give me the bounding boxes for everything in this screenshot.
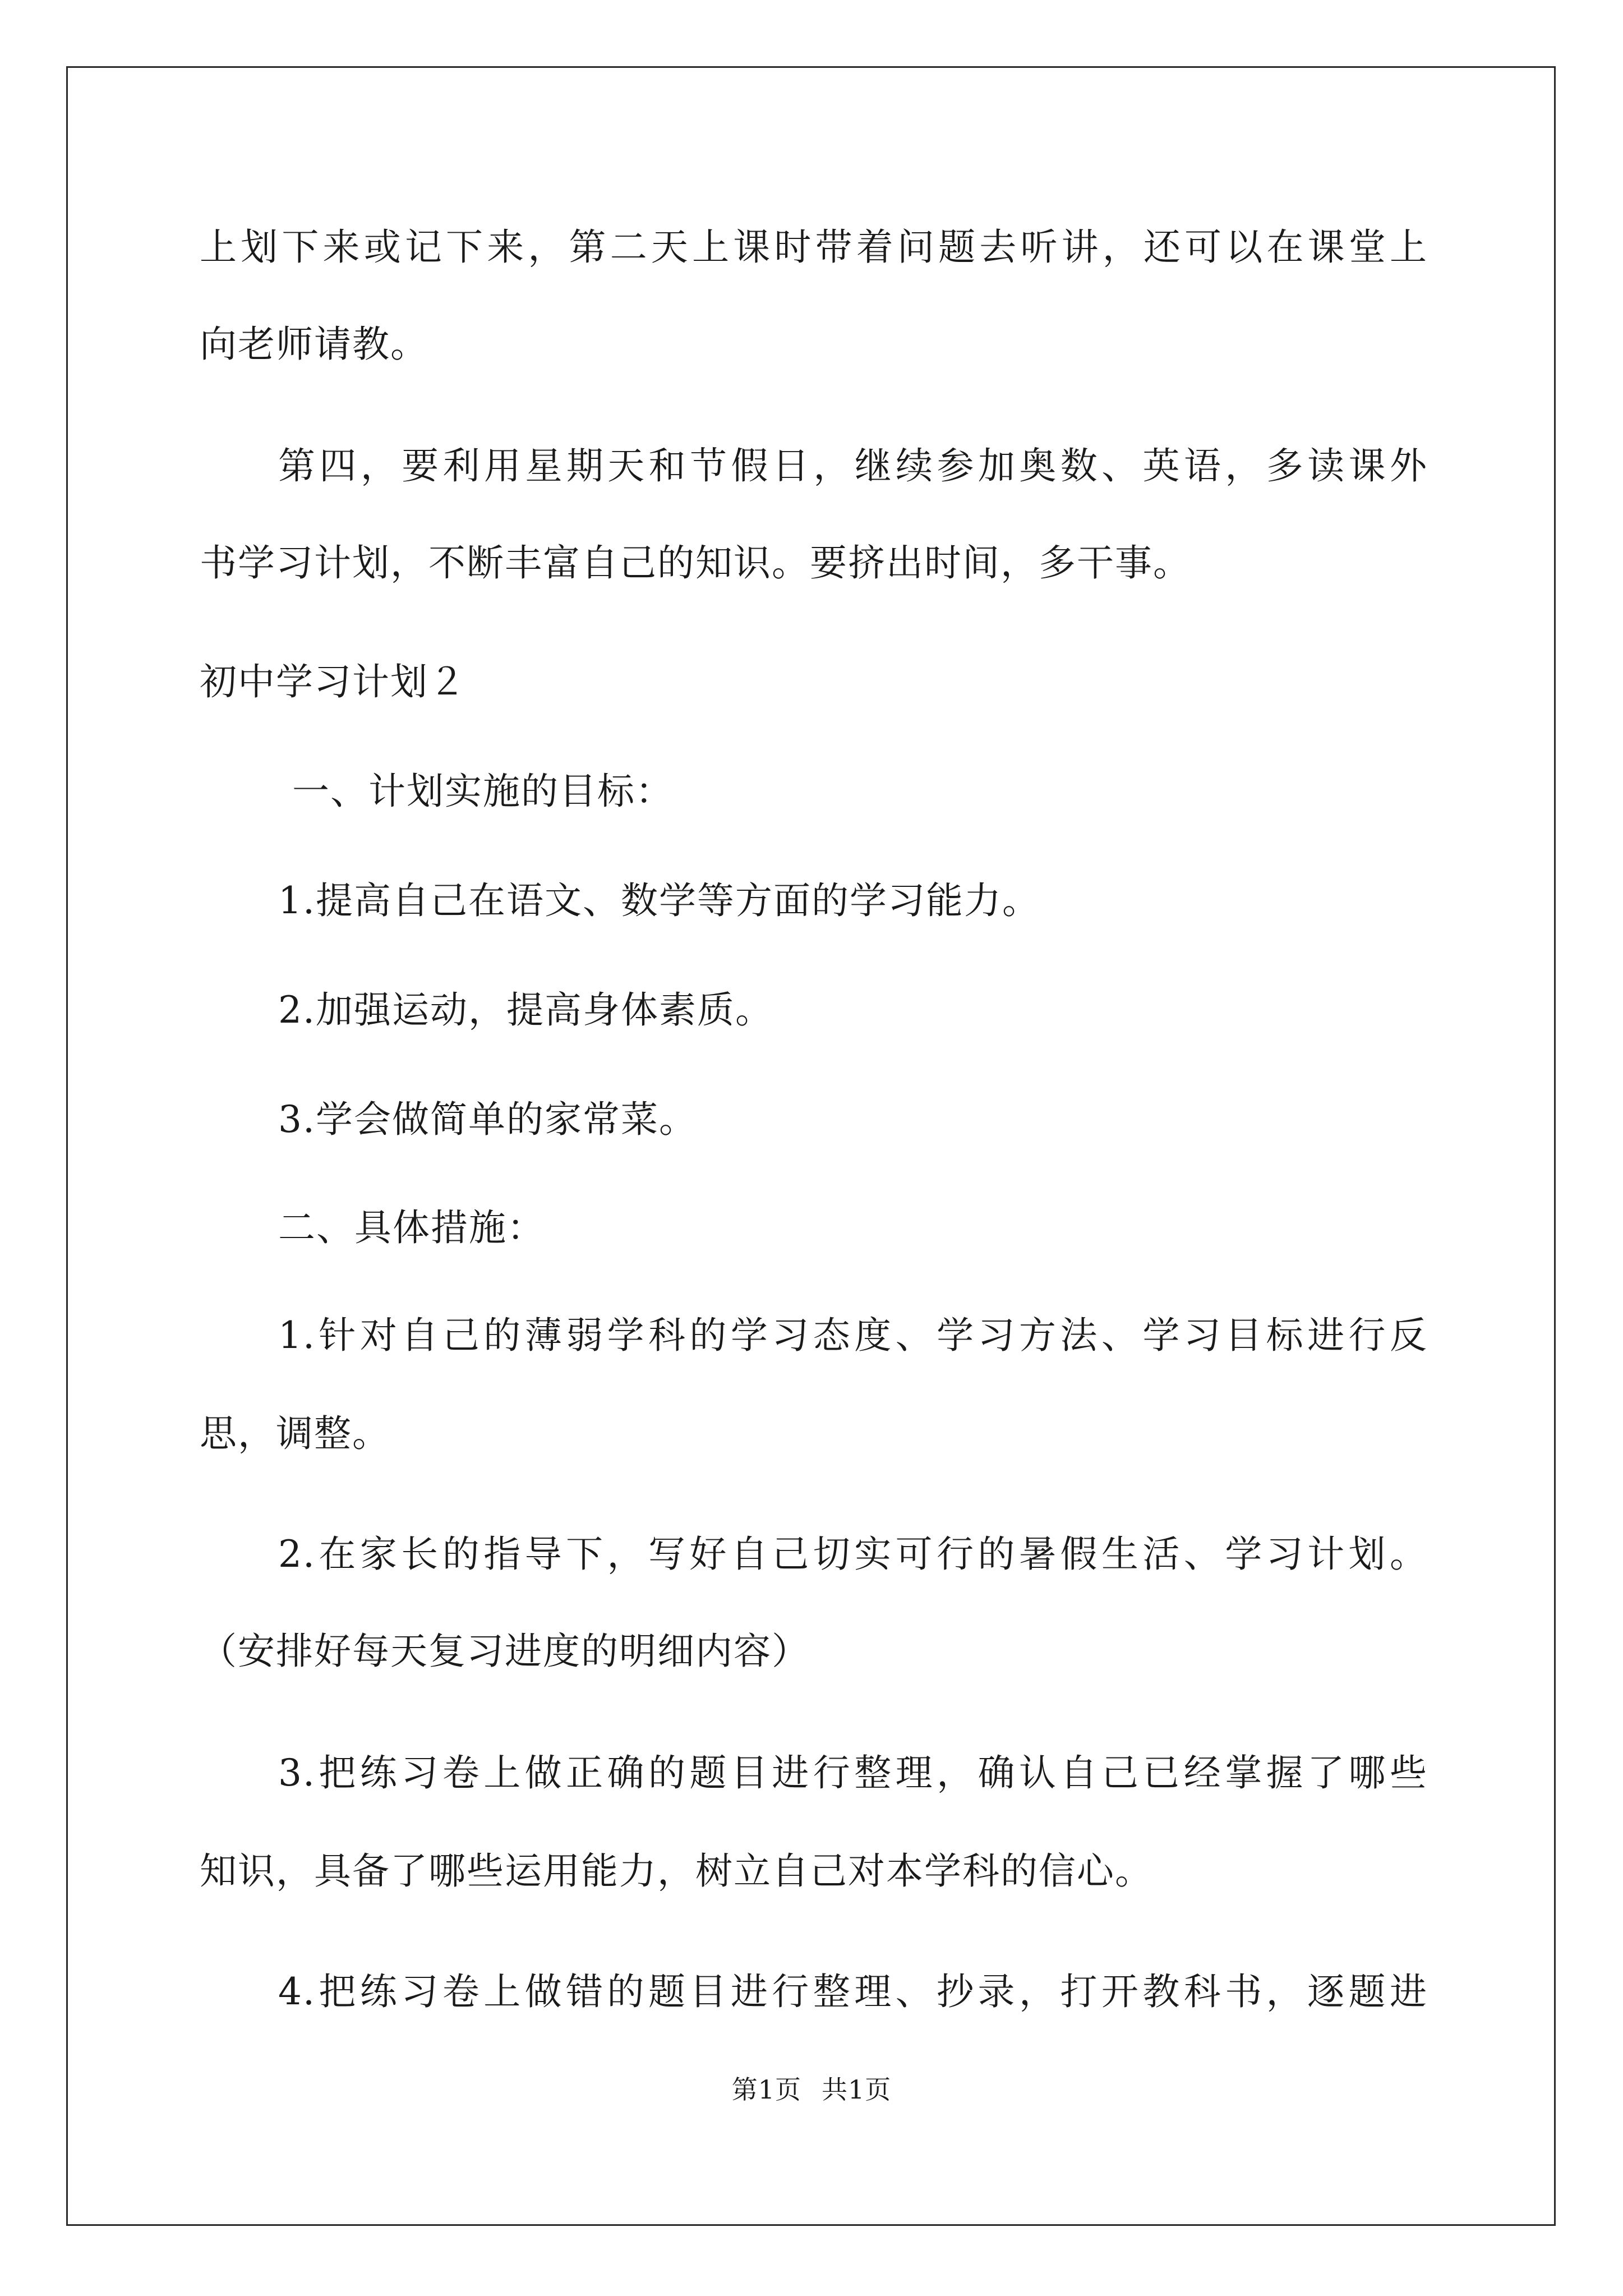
paragraph-line: 书学习计划，不断丰富自己的知识。要挤出时间，多干事。 [200,541,1191,585]
list-item: 2.加强运动，提高身体素质。 [278,988,773,1032]
list-item: 1.针对自己的薄弱学科的学习态度、学习方法、学习目标进行反 [278,1314,1428,1357]
list-item-continuation: （安排好每天复习进度的明细内容） [200,1630,810,1673]
page-border [66,66,1556,2226]
list-item: 2.在家长的指导下，写好自己切实可行的暑假生活、学习计划。 [278,1533,1428,1576]
paragraph-line: 第四，要利用星期天和节假日，继续参加奥数、英语，多读课外 [278,444,1428,487]
page-total: 共1页 [822,2074,892,2105]
subsection-heading: 一、计划实施的目标： [292,770,674,813]
page-footer [0,2073,1623,2106]
section-heading: 初中学习计划２ [200,660,467,703]
page-number: 第1页 [731,2074,801,2105]
paragraph-line: 向老师请教。 [200,323,428,366]
list-item: 1.提高自己在语文、数学等方面的学习能力。 [278,879,1040,922]
subsection-heading: 二、具体措施： [278,1206,545,1249]
list-item-continuation: 知识，具备了哪些运用能力，树立自己对本学科的信心。 [200,1849,1153,1893]
list-item: 3.把练习卷上做正确的题目进行整理，确认自己已经掌握了哪些 [278,1751,1428,1795]
list-item-continuation: 思，调整。 [200,1412,390,1455]
paragraph-line: 上划下来或记下来，第二天上课时带着问题去听讲，还可以在课堂上 [200,226,1428,269]
list-item: 3.学会做简单的家常菜。 [278,1098,697,1141]
list-item: 4.把练习卷上做错的题目进行整理、抄录，打开教科书，逐题进 [278,1970,1428,2013]
